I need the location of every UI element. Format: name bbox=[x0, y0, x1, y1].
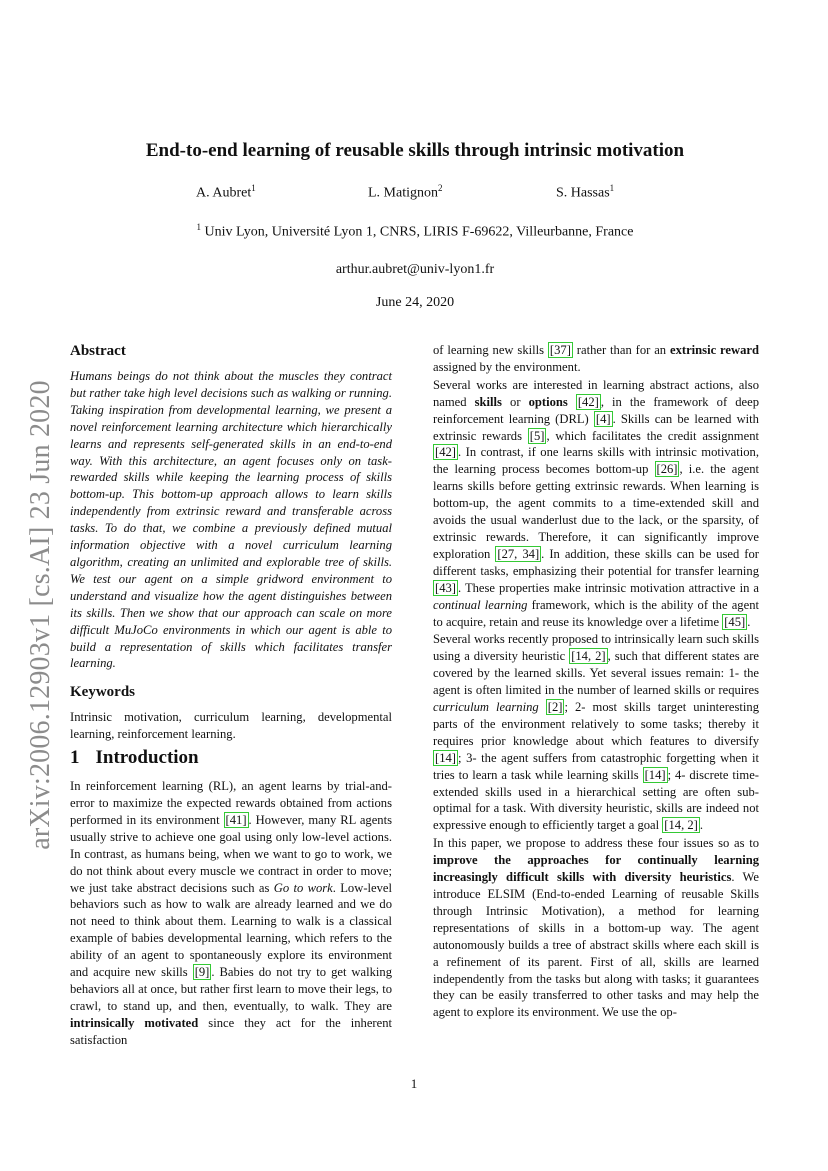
citation-link[interactable]: [14, 2] bbox=[664, 818, 698, 833]
citation-link[interactable]: [37] bbox=[549, 343, 571, 357]
author-affil-mark: 2 bbox=[438, 183, 443, 193]
citation-link[interactable]: [5] bbox=[529, 428, 545, 443]
intro-paragraph-continued: of learning new skills [37] rather than for an extrinsic reward assigned by the environment. bbox=[433, 343, 759, 374]
author-2 bbox=[368, 183, 443, 202]
citation-link[interactable]: [9] bbox=[194, 965, 210, 980]
citation-link[interactable]: [27, 34] bbox=[497, 546, 540, 561]
author-1 bbox=[196, 183, 256, 202]
section-title: Introduction bbox=[95, 747, 199, 769]
keywords-heading: Keywords bbox=[70, 684, 135, 701]
arxiv-side-stamp bbox=[16, 380, 66, 850]
citation-link[interactable]: [14] bbox=[435, 750, 456, 765]
author-affil-mark: 1 bbox=[251, 183, 256, 193]
paper-title: End-to-end learning of reusable skills through intrinsic motivation bbox=[145, 140, 685, 161]
paper-date: June 24, 2020 bbox=[375, 295, 455, 310]
affiliation-mark: 1 bbox=[196, 222, 201, 232]
page-number: 1 bbox=[410, 1076, 418, 1091]
citation-link[interactable]: [4] bbox=[595, 411, 611, 426]
citation-link[interactable]: [42] bbox=[577, 394, 599, 409]
abstract-text: Humans beings do not think about the muscles they contract but rather take high level decisions such as walking or running. Taking inspiration from developmental learning, we present a novel reinforcement learning architecture which hierarchically learns and represents self-generated skills in an end-to-end way. With this architecture, an agent focuses only on task-rewarded skills while keeping the learning process of skills bottom-up. This bottom-up approach allows to learn skills independently from extrinsic reward and transferable across tasks. To do that, we combine a previously defined mutual information objective with a novel curriculum learning algorithm, creating an unlimited and explorable tree of skills. We test our agent on a simple gridword environment to understand and visualize how the agent distinguishes between its skills. Then we show that our approach can scale on more difficult MuJoCo environments in which our agent is able to build a representation of skills which facilitates transfer learning. bbox=[70, 369, 392, 671]
citation-link[interactable]: [2] bbox=[547, 700, 563, 715]
author-name: A. Aubret bbox=[196, 185, 252, 201]
citation-link[interactable]: [26] bbox=[656, 462, 678, 477]
affiliation-text: Univ Lyon, Université Lyon 1, CNRS, LIRIS F-69622, Villeurbanne, France bbox=[204, 224, 634, 240]
intro-paragraph: In reinforcement learning (RL), an agent learns by trial-and-error to maximize the expected rewards obtained from actions performed in its environment [41] . However, many RL agents usually strive to achieve one goal using only low-level actions. In contrast, as humans being, when we want to go to work, we do not think about every muscle we contract in order to move; we just take abstract decisions such as Go to work. Low-level behaviors such as how to walk are already learned and we do not need to think about them. Learning to walk is a classical example of babies developmental learning, which refers to the ability of an agent to spontaneously explore its environment and acquire new skills [9] . Babies do not try to get walking behaviors all at once, but rather first learn to move their legs, to crawl, to stand up, and then, eventually, to walk. They are intrinsically motivated since they act for the inherent satisfaction bbox=[70, 779, 392, 1047]
intro-paragraph: In this paper, we propose to address these four issues so as to improve the approaches for continually learning increasingly difficult skills with diversity heuristics. We introduce ELSIM (End-to-ended Learning of reusable Skills through Intrinsic Motivation), a method for learning representations of skills in a bottom-up way. The agent autonomously builds a tree of abstract skills where each skill is a refinement of its parent. First of all, skills are learned independently from the tasks but along with tasks; it guarantees they can be easily transferred to other tasks and may help the agent to explore its environment. We use the op- bbox=[433, 836, 759, 1020]
author-name: L. Matignon bbox=[368, 185, 438, 201]
citation-link[interactable]: [43] bbox=[435, 580, 456, 595]
section-number: 1 bbox=[70, 747, 80, 769]
author-email[interactable]: arthur.aubret@univ-lyon1.fr bbox=[335, 262, 495, 277]
arxiv-identifier: arXiv:2006.12903v1 [cs.AI] 23 Jun 2020 bbox=[25, 380, 56, 850]
author-3 bbox=[556, 183, 614, 202]
citation-link[interactable]: [14, 2] bbox=[571, 649, 606, 664]
right-column bbox=[433, 342, 759, 1022]
intro-paragraph: Several works recently proposed to intrinsically learn such skills using a diversity heuristic [14, 2] , such that different states are covered by the learned skills. Yet several issues remain: 1- the agent is often limited in the number of learned skills or requires curriculum learning [2] ; 2- most skills target uninteresting parts of the environment relatively to some tasks; thereby it requires prior knowledge about which features to diversify [14] ; 3- the agent suffers from catastrophic forgetting when it tries to learn a task while learning skills [14] ; 4- discrete time-extended skills used in a hierarchical setting are often sub-optimal for a task. With diversity heuristic, skills are indeed not expressive enough to efficiently target a goal [14, 2] . bbox=[433, 632, 760, 833]
left-column bbox=[70, 342, 392, 1050]
introduction-heading bbox=[70, 747, 392, 769]
abstract-heading: Abstract bbox=[70, 343, 126, 359]
affiliation bbox=[70, 222, 760, 241]
citation-link[interactable]: [45] bbox=[724, 614, 746, 629]
author-affil-mark: 1 bbox=[609, 183, 615, 193]
citation-link[interactable]: [42] bbox=[435, 445, 456, 460]
keywords-text: Intrinsic motivation, curriculum learning, developmental learning, reinforcement learning. bbox=[70, 710, 392, 742]
citation-link[interactable]: [14] bbox=[644, 767, 666, 782]
intro-paragraph: Several works are interested in learning abstract actions, also named skills or options [42] , in the framework of deep reinforcement learning (DRL) [4] . Skills can be learned with extrinsic rewards [5] , which facilitates the credit assignment [42] . In contrast, if one learns skills with intrinsic motivation, the learning process becomes bottom-up [26] , i.e. the agent learns skills before getting extrinsic rewards. When learning is bottom-up, the agent commits to a time-extended skill and avoids the usual wanderlust due to the lack, or the sparsity, of extrinsic rewards. Therefore, it can significantly improve exploration [27, 34] . In addition, these skills can be used for different tasks, emphasizing their potential for transfer learning [43] . These properties make intrinsic motivation attractive in a continual learning framework, which is the ability of the agent to acquire, retain and reuse its knowledge over a lifetime [45] . bbox=[433, 377, 759, 629]
citation-link[interactable]: [41] bbox=[225, 812, 247, 827]
author-name: S. Hassas bbox=[556, 185, 610, 201]
